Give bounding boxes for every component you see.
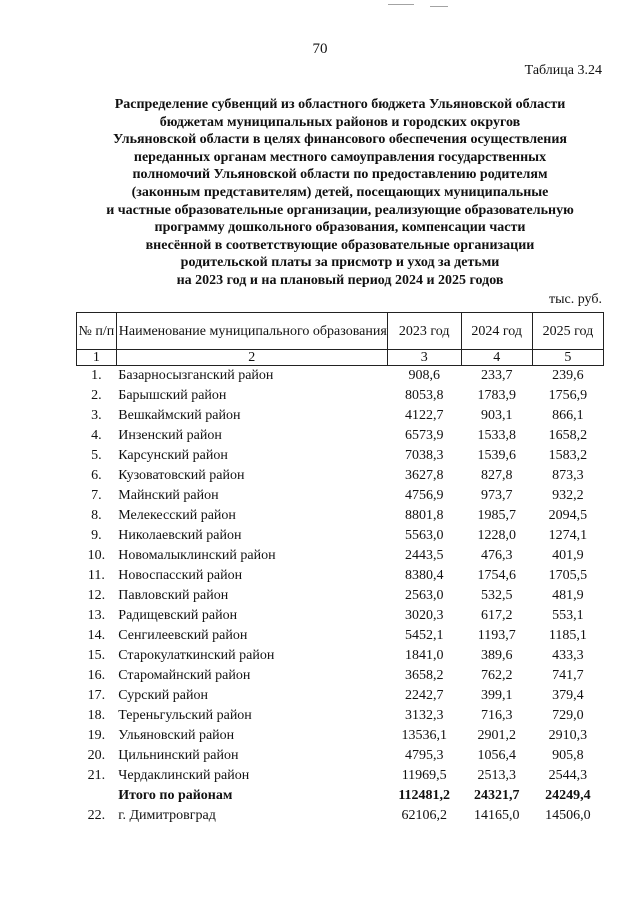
cell-num: 3.: [91, 408, 102, 423]
total-row: [77, 786, 604, 806]
cell-y2024: 2901,2: [477, 728, 516, 743]
cell-name: Мелекесский район: [118, 508, 236, 523]
cell-y2025: 741,7: [552, 668, 584, 683]
cell-y2025: 1756,9: [548, 388, 588, 403]
cell-y2024: 389,6: [480, 648, 513, 663]
cell-num: 1.: [91, 368, 102, 383]
table-row: [77, 726, 604, 746]
cell-name: Сурский район: [118, 688, 208, 703]
column-number-row: [77, 350, 604, 366]
cell-y2024: 532,5: [480, 588, 513, 603]
scan-artifact: [388, 4, 414, 5]
cell-y2023: 7038,3: [404, 448, 444, 463]
cell-y2023: 1841,0: [404, 648, 444, 663]
cell-y2025: 239,6: [552, 368, 584, 383]
title-line: внесённой в соответствующие образовательные организации: [145, 237, 535, 253]
cell-y2024: 716,3: [480, 708, 513, 723]
title-line: и частные образовательные организации, реализующие образовательную: [106, 202, 574, 218]
title-line: переданных органам местного самоуправления государственных: [133, 149, 547, 165]
cell-y2024: 24321,7: [473, 788, 520, 803]
title-line: на 2023 год и на плановый период 2024 и 2025 годов: [176, 272, 504, 288]
header-2023: 2023 год: [387, 313, 461, 350]
header-name: Наименование муниципального образования: [116, 313, 387, 350]
header-num: № п/п: [77, 313, 117, 350]
cell-y2025: 866,1: [552, 408, 584, 423]
table-row: [77, 526, 604, 546]
cell-y2025: 14506,0: [545, 808, 591, 823]
cell-y2023: 6573,9: [404, 428, 444, 443]
cell-y2023: 3658,2: [404, 668, 444, 683]
column-number: 1: [77, 350, 117, 366]
cell-y2023: 4756,9: [404, 488, 444, 503]
cell-y2025: 433,3: [552, 648, 584, 663]
cell-y2025: 379,4: [552, 688, 584, 703]
cell-num: 8.: [91, 508, 102, 523]
cell-y2024: 903,1: [480, 408, 513, 423]
cell-y2024: 1056,4: [477, 748, 516, 763]
table-row: [77, 506, 604, 526]
cell-y2023: 2242,7: [404, 688, 444, 703]
cell-y2025: 1705,5: [548, 568, 588, 583]
scan-artifact: [430, 6, 448, 7]
table-row: [77, 446, 604, 466]
title-line: (законным представителям) детей, посещающих муниципальные: [131, 184, 549, 200]
cell-y2025: 1185,1: [548, 628, 587, 643]
table-row: [77, 666, 604, 686]
table-row: [77, 366, 604, 387]
cell-name: Кузоватовский район: [118, 468, 245, 483]
table-row: [77, 626, 604, 646]
cell-num: 15.: [87, 648, 106, 663]
cell-name: Новоспасский район: [118, 568, 243, 583]
cell-y2024: 1193,7: [477, 628, 516, 643]
cell-num: 7.: [91, 488, 102, 503]
cell-y2025: 401,9: [552, 548, 584, 563]
cell-name: Вешкаймский район: [118, 408, 241, 423]
table-row: [77, 606, 604, 626]
table-row: [77, 546, 604, 566]
cell-y2024: 617,2: [480, 608, 513, 623]
cell-y2025: 729,0: [552, 708, 584, 723]
cell-name: Базарносызганский район: [118, 368, 274, 383]
cell-y2023: 112481,2: [398, 788, 451, 803]
cell-y2024: 1539,6: [477, 448, 516, 463]
table-row: [77, 426, 604, 446]
cell-y2023: 3627,8: [404, 468, 444, 483]
cell-y2024: 476,3: [480, 548, 513, 563]
cell-y2025: 873,3: [552, 468, 584, 483]
cell-y2025: 2094,5: [548, 508, 588, 523]
cell-num: 16.: [87, 668, 106, 683]
title-line: Распределение субвенций из областного бюджета Ульяновской области: [114, 97, 566, 112]
cell-y2024: 1533,8: [477, 428, 516, 443]
cell-y2024: 827,8: [480, 468, 513, 483]
cell-y2024: 762,2: [480, 668, 513, 683]
cell-name: Старокулаткинский район: [118, 648, 275, 663]
cell-y2023: 908,6: [408, 368, 440, 383]
table-row: [77, 486, 604, 506]
cell-name: Инзенский район: [118, 428, 222, 443]
cell-num: 20.: [87, 748, 106, 763]
cell-name: Ульяновский район: [118, 728, 235, 743]
cell-y2025: 1658,2: [548, 428, 588, 443]
cell-y2023: 2563,0: [404, 588, 444, 603]
cell-name: Итого по районам: [118, 788, 233, 803]
unit-note: тыс. руб.: [549, 292, 602, 307]
cell-y2025: 1583,2: [548, 448, 588, 463]
cell-name: Чердаклинский район: [118, 768, 250, 783]
cell-num: 11.: [87, 568, 105, 583]
cell-y2023: 5452,1: [404, 628, 444, 643]
cell-y2024: 973,7: [480, 488, 513, 503]
cell-name: Тереньгульский район: [118, 708, 252, 723]
cell-y2023: 5563,0: [404, 528, 444, 543]
cell-y2024: 399,1: [480, 688, 513, 703]
column-number: 5: [532, 350, 603, 366]
table-row: [77, 806, 604, 826]
cell-y2023: 13536,1: [401, 728, 447, 743]
cell-num: 17.: [87, 688, 106, 703]
cell-name: Павловский район: [118, 588, 229, 603]
cell-name: Сенгилеевский район: [118, 628, 248, 643]
table-row: [77, 646, 604, 666]
cell-y2024: 2513,3: [477, 768, 516, 783]
cell-y2023: 3132,3: [404, 708, 444, 723]
table-row: [77, 406, 604, 426]
cell-y2024: 14165,0: [473, 808, 520, 823]
cell-num: 19.: [87, 728, 106, 743]
cell-y2023: 8053,8: [404, 388, 444, 403]
cell-y2023: 4795,3: [404, 748, 444, 763]
cell-y2025: 2544,3: [548, 768, 588, 783]
cell-y2023: 62106,2: [401, 808, 447, 823]
cell-num: 6.: [91, 468, 102, 483]
cell-y2025: 553,1: [552, 608, 584, 623]
cell-y2025: 24249,4: [545, 788, 591, 803]
title-line: Ульяновской области в целях финансового обеспечения осуществления: [113, 132, 567, 148]
cell-num: 2.: [91, 388, 102, 403]
cell-name: Карсунский район: [118, 448, 228, 463]
cell-y2025: 1274,1: [548, 528, 588, 543]
cell-y2023: 3020,3: [404, 608, 444, 623]
cell-name: Радищевский район: [118, 608, 238, 623]
table-row: [77, 466, 604, 486]
title-line: полномочий Ульяновской области по предоставлению родителям: [132, 167, 548, 183]
cell-name: Барышский район: [118, 388, 227, 403]
cell-name: Новомалыклинский район: [118, 548, 276, 563]
cell-num: 18.: [87, 708, 106, 723]
cell-y2024: 233,7: [480, 368, 513, 383]
cell-y2023: 8801,8: [404, 508, 444, 523]
column-number: 3: [387, 350, 461, 366]
cell-y2025: 2910,3: [548, 728, 588, 743]
cell-num: 22.: [87, 808, 106, 823]
table-row: [77, 746, 604, 766]
cell-y2024: 1985,7: [477, 508, 516, 523]
cell-y2024: 1754,6: [477, 568, 516, 583]
cell-y2023: 4122,7: [404, 408, 444, 423]
title-line: программу дошкольного образования, компенсации части: [154, 220, 526, 236]
header-2025: 2025 год: [532, 313, 603, 350]
cell-y2023: 11969,5: [401, 768, 447, 783]
cell-y2025: 905,8: [552, 748, 584, 763]
cell-y2025: 481,9: [552, 588, 584, 603]
cell-y2023: 8380,4: [404, 568, 444, 583]
table-row: [77, 386, 604, 406]
cell-num: [77, 786, 117, 806]
cell-num: 21.: [87, 768, 106, 783]
column-number: 4: [461, 350, 532, 366]
title-line: родительской платы за присмотр и уход за детьми: [180, 255, 500, 271]
cell-name: Старомайнский район: [118, 668, 251, 683]
cell-num: 5.: [91, 448, 102, 463]
table-row: [77, 686, 604, 706]
table-body: [77, 366, 604, 827]
cell-num: 10.: [87, 548, 106, 563]
table-row: [77, 566, 604, 586]
cell-num: 4.: [91, 428, 102, 443]
page-number: 70: [312, 41, 328, 57]
cell-name: Цильнинский район: [118, 748, 239, 763]
cell-num: 14.: [87, 628, 106, 643]
column-number: 2: [116, 350, 387, 366]
cell-name: г. Димитровград: [118, 808, 216, 823]
table-row: [77, 706, 604, 726]
cell-num: 13.: [87, 608, 106, 623]
cell-num: 12.: [87, 588, 106, 603]
cell-name: Николаевский район: [118, 528, 242, 543]
cell-num: 9.: [91, 528, 102, 543]
cell-y2023: 2443,5: [404, 548, 444, 563]
cell-name: Майнский район: [118, 488, 219, 503]
header-2024: 2024 год: [461, 313, 532, 350]
cell-y2024: 1783,9: [477, 388, 516, 403]
title-line: бюджетам муниципальных районов и городских округов: [159, 114, 521, 130]
cell-y2024: 1228,0: [477, 528, 516, 543]
table-row: [77, 766, 604, 786]
table-row: [77, 586, 604, 606]
document-title: [60, 96, 620, 290]
subvention-table: [76, 312, 604, 826]
table-header-row: [77, 313, 604, 350]
cell-y2025: 932,2: [552, 488, 584, 503]
table-label: Таблица 3.24: [524, 63, 602, 78]
